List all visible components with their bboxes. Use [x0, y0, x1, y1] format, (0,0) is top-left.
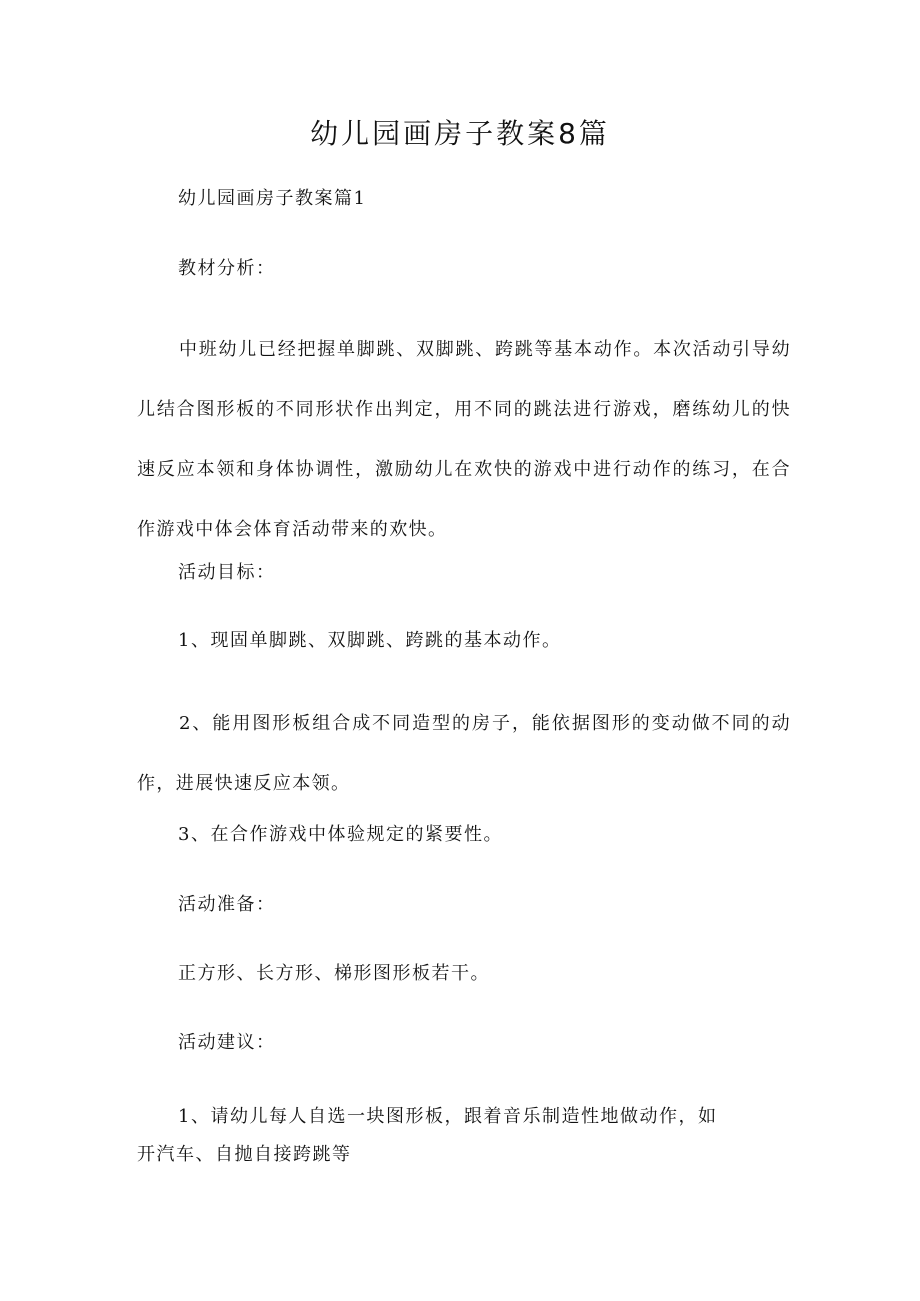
- goals-label: 活动目标：: [178, 562, 276, 583]
- suggestion-item-1-line-1: 1、请幼儿每人自选一块图形板，跟着音乐制造性地做动作，如: [178, 1106, 718, 1127]
- goal-item-3: 3、在合作游戏中体验规定的紧要性。: [178, 824, 503, 845]
- preparation-label: 活动准备：: [178, 894, 276, 915]
- goal-item-2: 2、能用图形板组合成不同造型的房子，能依据图形的变动做不同的动作，进展快速反应本领。: [137, 713, 791, 794]
- preparation-text: 正方形、长方形、梯形图形板若干。: [178, 963, 490, 984]
- material-label: 教材分析：: [178, 258, 276, 279]
- material-paragraph: 中班幼儿已经把握单脚跳、双脚跳、跨跳等基本动作。本次活动引导幼儿结合图形板的不同形状作出判定，用不同的跳法进行游戏，磨练幼儿的快速反应本领和身体协调性，激励幼儿在欢快的游戏中进行动作的练习，在合作游戏中体会体育活动带来的欢快。: [137, 339, 791, 540]
- suggestions-label: 活动建议：: [178, 1032, 276, 1053]
- suggestion-item-1-line-2: 开汽车、自抛自接跨跳等: [137, 1144, 352, 1165]
- goal-item-1: 1、现固单脚跳、双脚跳、跨跳的基本动作。: [178, 630, 562, 651]
- section-heading: 幼儿园画房子教案篇1: [178, 188, 367, 209]
- document-title: 幼儿园画房子教案8篇: [310, 117, 610, 150]
